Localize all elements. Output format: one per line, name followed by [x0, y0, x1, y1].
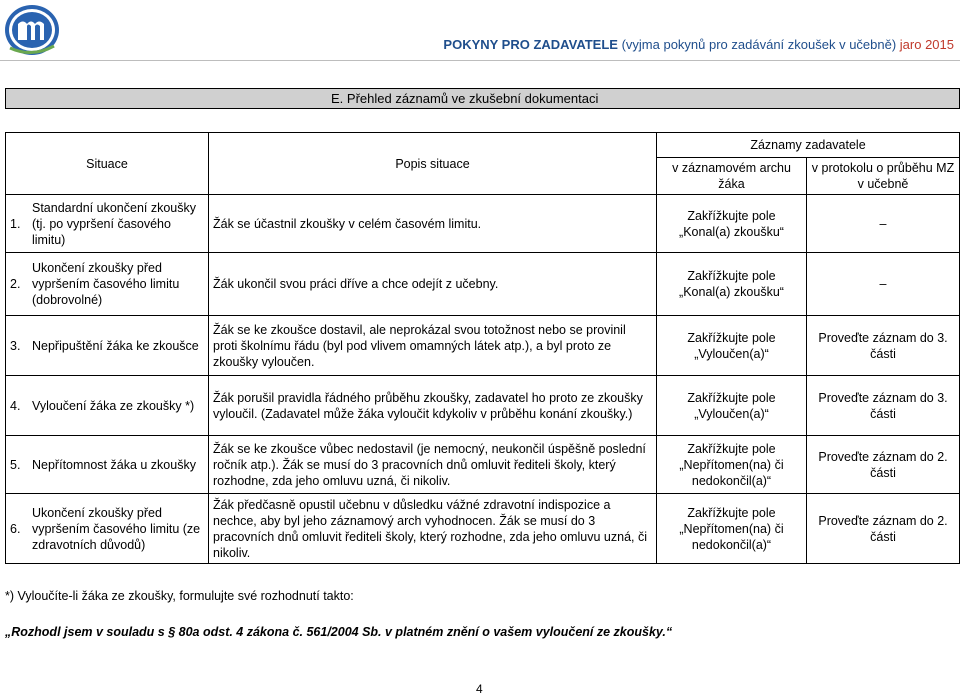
document-header: [443, 37, 954, 52]
header-protocol: v protokolu o průběhu MZ v učebně: [807, 158, 960, 195]
section-title: E. Přehled záznamů ve zkušební dokumentaci: [331, 91, 599, 106]
row-protocol: –: [807, 253, 960, 316]
table-row: [6, 494, 960, 564]
sheet-instruction: Zakřížkujte pole: [687, 330, 776, 345]
decision-formula: „Rozhodl jsem v souladu s § 80a odst. 4 zákona č. 561/2004 Sb. v platném znění o vašem vyloučení ze zkoušky.“: [5, 625, 673, 639]
table-row: [6, 436, 960, 494]
header-divider: [0, 60, 960, 61]
header-title-rest: (vyjma pokynů pro zadávání zkoušek v učebně): [617, 37, 900, 52]
page-number: 4: [476, 682, 483, 696]
header-title-bold: POKYNY PRO ZADAVATELE: [443, 37, 618, 52]
row-description: Žák ukončil svou práci dříve a chce odejít z učebny.: [209, 253, 657, 316]
sheet-field: „Konal(a) zkoušku“: [679, 224, 784, 239]
row-number: 1.: [10, 216, 21, 231]
sheet-instruction: Zakřížkujte pole: [687, 390, 776, 405]
row-description: Žák se ke zkoušce dostavil, ale neprokázal svou totožnost nebo se provinil proti školnímu řádu (byl pod vlivem omamných látek atp.), a byl proto ze zkoušky vyloučen.: [209, 316, 657, 376]
row-description: Žák se ke zkoušce vůbec nedostavil (je nemocný, neukončil úspěšně poslední ročník atp.). Žák se musí do 3 pracovních dnů omluvit řediteli školy, který rozhodne, zda jeho omluvu uzná, či nikoliv.: [209, 436, 657, 494]
row-protocol: Proveďte záznam do 3. části: [807, 316, 960, 376]
row-situation: Standardní ukončení zkoušky (tj. po vypršení časového limitu): [32, 200, 196, 247]
table-row: [6, 376, 960, 436]
sheet-field: „Vyloučen(a)“: [694, 346, 769, 361]
header-record-sheet: v záznamovém archu žáka: [657, 158, 807, 195]
sheet-instruction: Zakřížkujte pole: [687, 269, 776, 283]
section-bar: [5, 88, 960, 109]
row-situation: Nepřipuštění žáka ke zkoušce: [32, 338, 199, 353]
sheet-field: „Nepřítomen(na) či nedokončil(a)“: [679, 457, 784, 488]
row-situation: Nepřítomnost žáka u zkoušky: [32, 457, 196, 472]
sheet-instruction: Zakřížkujte pole: [687, 505, 776, 520]
row-number: 2.: [10, 277, 21, 291]
header-row: [6, 133, 960, 158]
header-records: Záznamy zadavatele: [657, 133, 960, 158]
row-situation: Ukončení zkoušky před vypršením časového limitu (ze zdravotních důvodů): [32, 505, 201, 552]
row-number: 6.: [10, 521, 21, 536]
footnote: *) Vyloučíte-li žáka ze zkoušky, formulujte své rozhodnutí takto:: [5, 589, 354, 603]
header-description: Popis situace: [209, 133, 657, 195]
sheet-field: „Vyloučen(a)“: [694, 406, 769, 421]
table-row: [6, 195, 960, 253]
row-number: 3.: [10, 338, 21, 353]
sheet-instruction: Zakřížkujte pole: [687, 441, 776, 456]
records-table: [5, 132, 960, 564]
header-date: jaro 2015: [899, 37, 954, 52]
sheet-field: „Konal(a) zkoušku“: [679, 285, 784, 299]
row-protocol: Proveďte záznam do 3. části: [807, 376, 960, 436]
cermat-logo: [2, 2, 62, 58]
sheet-field: „Nepřítomen(na) či nedokončil(a)“: [679, 521, 784, 552]
row-description: Žák se účastnil zkoušky v celém časovém limitu.: [209, 195, 657, 253]
row-protocol: Proveďte záznam do 2. části: [807, 494, 960, 564]
row-description: Žák porušil pravidla řádného průběhu zkoušky, zadavatel ho proto ze zkoušky vyloučil. (Zadavatel může žáka vyloučit kdykoliv v průběhu konání zkoušky.): [209, 376, 657, 436]
row-number: 5.: [10, 457, 21, 472]
row-situation: Vyloučení žáka ze zkoušky *): [32, 398, 195, 413]
row-description: Žák předčasně opustil učebnu v důsledku vážné zdravotní indispozice a nechce, aby byl jeho záznamový arch vyhodnocen. Žák se musí do 3 pracovních dnů omluvit řediteli školy, který rozhodne, zda jeho omluvu uzná, či nikoliv.: [209, 494, 657, 564]
row-protocol: Proveďte záznam do 2. části: [807, 436, 960, 494]
table-row: [6, 253, 960, 316]
sheet-instruction: Zakřížkujte pole: [687, 208, 776, 223]
row-situation: Ukončení zkoušky před vypršením časového limitu (dobrovolné): [32, 261, 180, 307]
header-situation: Situace: [6, 133, 209, 195]
row-number: 4.: [10, 398, 21, 413]
row-protocol: –: [807, 195, 960, 253]
table-row: [6, 316, 960, 376]
